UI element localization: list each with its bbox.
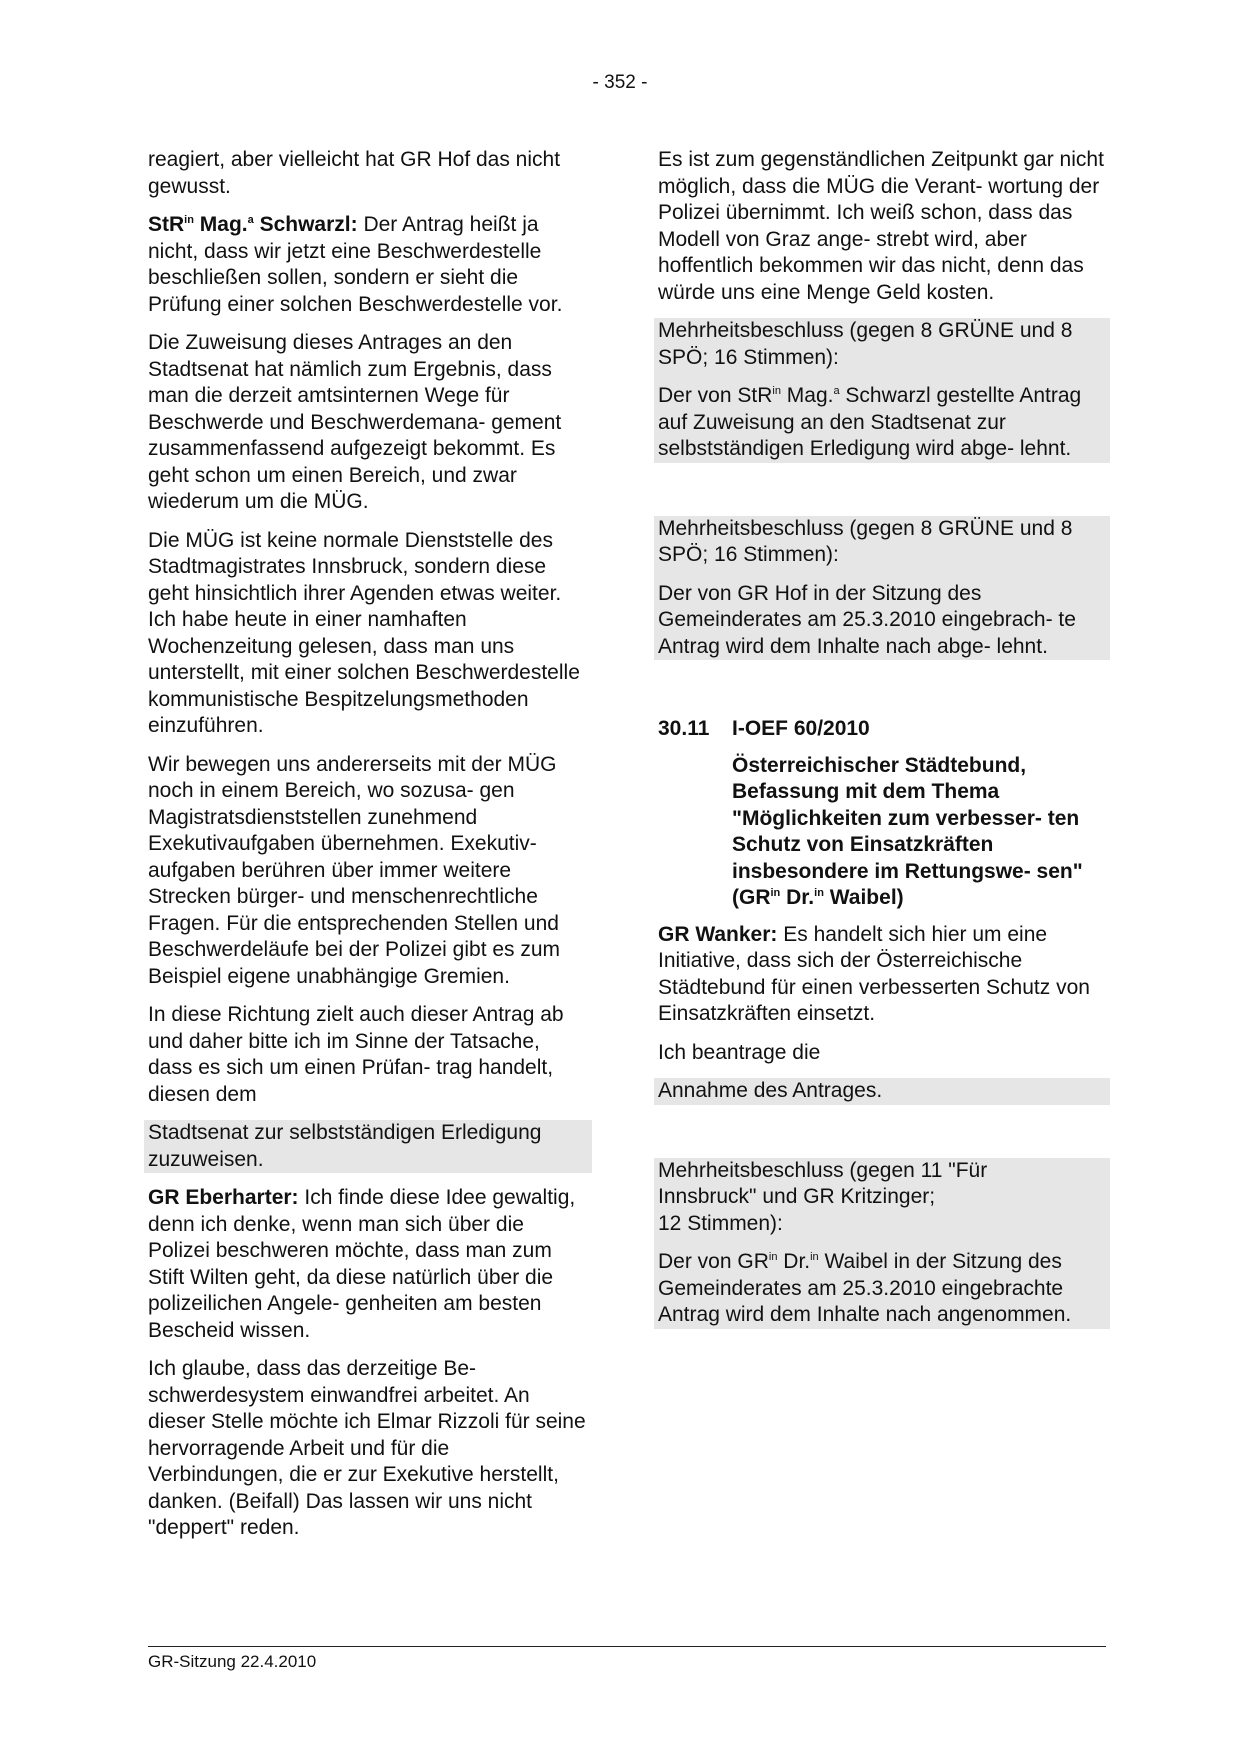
resolution-vote: Mehrheitsbeschluss (gegen 8 GRÜNE und 8 SPÖ; 16 Stimmen): [658, 516, 1073, 566]
agenda-item-code: I-OEF 60/2010 [732, 717, 870, 740]
resolution-text: Der von StR$^{in}$ Mag.$^a$ Schwarzl gestellte Antrag auf Zuweisung an den Stadtsenat zur selbstständigen Erledigung wird abge- lehnt. [658, 384, 1082, 460]
paragraph: reagiert, aber vielleicht hat GR Hof das nicht gewusst. [148, 148, 561, 198]
paragraph: Es ist zum gegenständlichen Zeitpunkt gar nicht möglich, dass die MÜG die Verant- wortung der Polizei übernimmt. Ich weiß schon, dass das Modell von Graz ange- strebt wird, aber hoffentlich bekommen wir das nicht, denn das würde uns eine Menge Geld kosten. [658, 148, 1104, 304]
resolution-block-3 [654, 1158, 1110, 1329]
resolution-text: Der von $GR^{in}$ Dr.$^{in}$ Waibel in der Sitzung des Gemeinderates am 25.3.2010 eingebrachte Antrag wird dem Inhalte nach angenommen. [658, 1250, 1072, 1326]
speaker-name: StR$^{in}$ Mag.$^a$ Schwarzl: [148, 213, 358, 236]
paragraph: Wir bewegen uns andererseits mit der MÜG noch in einem Bereich, wo sozusa- gen Magistratsdienststellen zunehmend Exekutivaufgaben übernehmen. Exekutiv- aufgaben berühren über immer weitere Strecken bürger- und menschenrechtliche Fragen. Für die entsprechenden Stellen und Beschwerdeläufe bei der Polizei gibt es zum Beispiel eigene unabhängige Gremien. [148, 752, 561, 988]
speaker-name: GR Eberharter: [148, 1186, 299, 1209]
highlighted-motion: Annahme des Antrages. [654, 1078, 1110, 1105]
left-column [148, 147, 588, 1554]
right-column [658, 147, 1106, 1341]
resolution-vote: Mehrheitsbeschluss (gegen 11 "Für Innsbruck" und GR Kritzinger; 12 Stimmen): [658, 1158, 988, 1235]
resolution-block-2 [654, 516, 1110, 661]
speech-wanker: GR Wanker: Es handelt sich hier um eine Initiative, dass sich der Österreichische Städtebund für einen verbesserten Schutz von Einsatzkräften einsetzt. [658, 922, 1090, 1025]
speech-schwarzl: StR$^{in}$ Mag.$^a$ Schwarzl: Der Antrag heißt ja nicht, dass wir jetzt eine Beschwerdestelle beschließen sollen, sondern er sieht die Prüfung einer solchen Beschwerdestelle vor. [148, 213, 563, 316]
paragraph: In diese Richtung zielt auch dieser Antrag ab und daher bitte ich im Sinne der Tatsache, dass es sich um einen Prüfan- trag handelt, diesen dem [148, 1003, 564, 1106]
highlighted-motion: Stadtsenat zur selbstständigen Erledigung zuzuweisen. [144, 1120, 592, 1173]
agenda-item-heading [658, 716, 1106, 743]
paragraph: Die Zuweisung dieses Antrages an den Stadtsenat hat nämlich zum Ergebnis, dass man die derzeit amtsinternen Wege für Beschwerde und Beschwerdemana- gement zusammenfassend aufgezeigt bekommt. Es geht schon um einen Bereich, und zwar wiederum um die MÜG. [148, 331, 562, 513]
paragraph: Ich glaube, dass das derzeitige Be- schwerdesystem einwandfrei arbeitet. An dieser Stelle möchte ich Elmar Rizzoli für seine hervorragende Arbeit und für die Verbindungen, die er zur Exekutive herstellt, danken. (Beifall) Das lassen wir uns nicht "deppert" reden. [148, 1357, 586, 1539]
agenda-item-number: 30.11 [658, 717, 710, 740]
footer-divider [148, 1646, 1106, 1647]
paragraph: Ich beantrage die [658, 1040, 821, 1064]
resolution-block-1 [654, 318, 1110, 463]
spacer [658, 672, 1106, 716]
footer-session-date: GR-Sitzung 22.4.2010 [148, 1652, 317, 1671]
speech-eberharter: GR Eberharter: Ich finde diese Idee gewaltig, denn ich denke, wenn man sich über die Polizei beschweren möchte, dass man zum Stift Wilten geht, da diese natürlich über die polizeilichen Angele- genheiten am besten Bescheid wissen. [148, 1186, 576, 1342]
speaker-name: GR Wanker: [658, 922, 778, 946]
agenda-item-title: Österreichischer Städtebund, Befassung mit dem Thema "Möglichkeiten zum verbesser- ten Schutz von Einsatzkräften insbesondere im Rettungswe- sen" ($GR^{in}$ Dr.$^{in}$ Waibel) [732, 753, 1083, 909]
resolution-text: Der von GR Hof in der Sitzung des Gemeinderates am 25.3.2010 eingebrach- te Antrag wird dem Inhalte nach abge- lehnt. [658, 581, 1076, 658]
spacer [658, 1117, 1106, 1158]
page-number: - 352 - [592, 72, 648, 93]
spacer [658, 475, 1106, 516]
paragraph: Die MÜG ist keine normale Dienststelle des Stadtmagistrates Innsbruck, sondern diese geht hinsichtlich ihrer Agenden etwas weiter. Ich habe heute in einer namhaften Wochenzeitung gelesen, dass man uns unterstellt, mit einer solchen Beschwerdestelle kommunistische Bespitzelungsmethoden einzuführen. [148, 528, 580, 737]
resolution-vote: Mehrheitsbeschluss (gegen 8 GRÜNE und 8 SPÖ; 16 Stimmen): [658, 319, 1073, 369]
